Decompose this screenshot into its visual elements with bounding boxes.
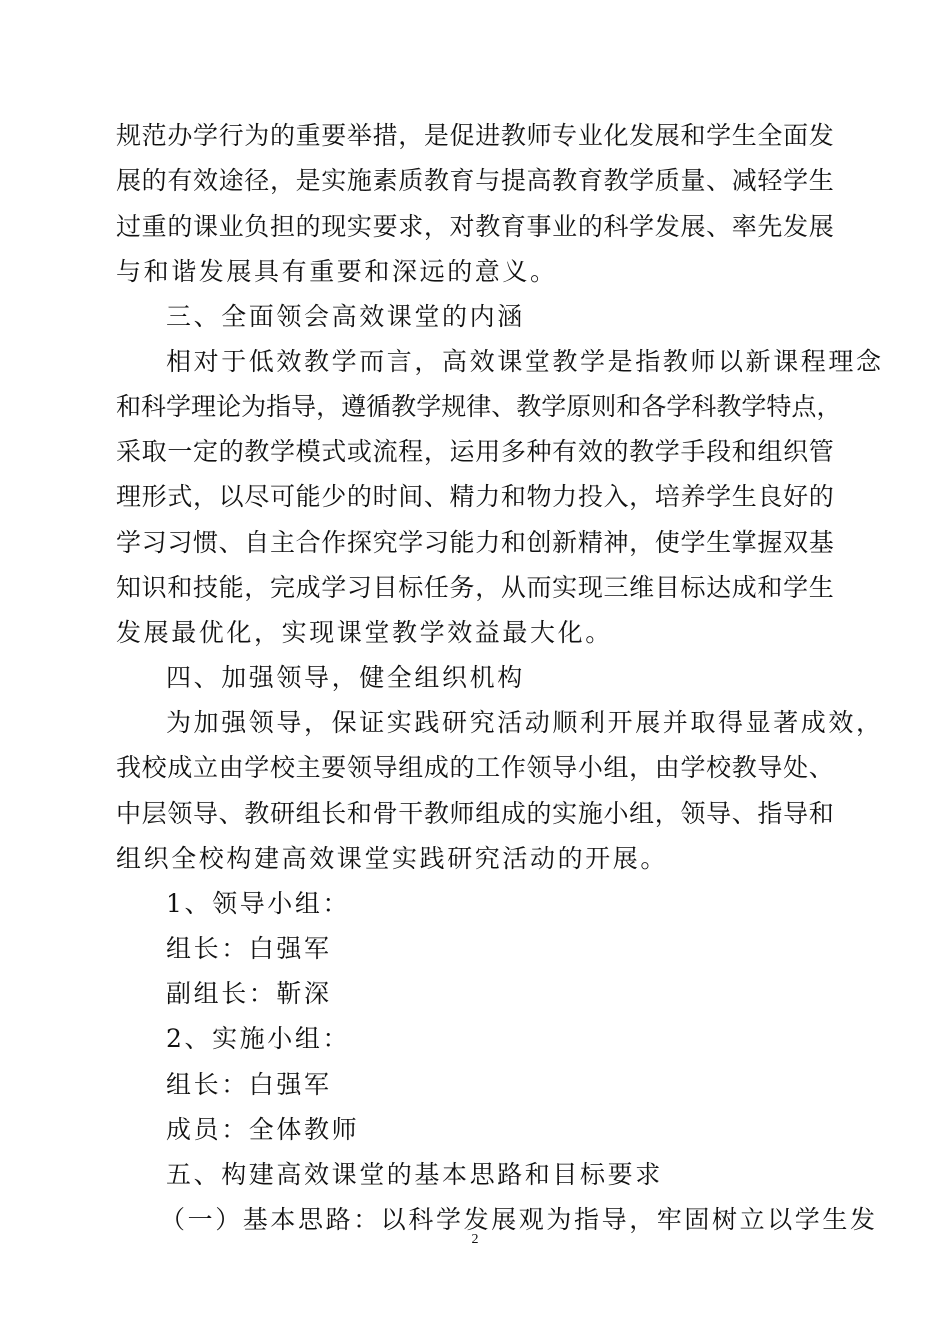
list-heading: 1、领导小组： <box>166 889 351 918</box>
body-line: 我 校 成 立 由 学 校 主 要 领 导 组 成 的 工 作 领 导 小 组 ， 由 学 校 教 导 处 、 <box>116 753 834 782</box>
list-heading: 2、实施小组： <box>166 1024 351 1053</box>
list-item: 组长：白强军 <box>166 1070 332 1099</box>
list-item: 组长：白强军 <box>166 934 332 963</box>
body-line: 为加强领导，保证实践研究活动顺利开展并取得显著成效， <box>166 708 884 737</box>
body-line: 相对于低效教学而言，高效课堂教学是指教师以新课程理念 <box>166 347 884 376</box>
body-line: 和 科 学 理 论 为 指 导 ， 遵 循 教 学 规 律 、 教 学 原 则 和 各 学 科 教 学 特 点 ， <box>116 392 842 421</box>
body-line: 与和谐发展具有重要和深远的意义。 <box>116 257 558 286</box>
body-line: 过 重 的 课 业 负 担 的 现 实 要 求 ， 对 教 育 事 业 的 科 学 发 展 、 率 先 发 展 <box>116 212 834 241</box>
list-item: 副组长：靳深 <box>166 979 332 1008</box>
section-heading: 四、加强领导，健全组织机构 <box>166 663 525 692</box>
page-number: 2 <box>471 1232 479 1247</box>
body-line: 组织全校构建高效课堂实践研究活动的开展。 <box>116 844 669 873</box>
body-line: 学 习 习 惯 、 自 主 合 作 探 究 学 习 能 力 和 创 新 精 神 ， 使 学 生 掌 握 双 基 <box>116 528 834 557</box>
list-item: 成员：全体教师 <box>166 1115 360 1144</box>
body-line: （一）基本思路：以科学发展观为指导，牢固树立以学生发 <box>160 1205 878 1234</box>
body-line: 知 识 和 技 能 ， 完 成 学 习 目 标 任 务 ， 从 而 实 现 三 维 目 标 达 成 和 学 生 <box>116 573 834 602</box>
body-line: 规 范 办 学 行 为 的 重 要 举 措 ， 是 促 进 教 师 专 业 化 发 展 和 学 生 全 面 发 <box>116 121 834 150</box>
body-line: 发展最优化，实现课堂教学效益最大化。 <box>116 618 613 647</box>
section-heading: 五、构建高效课堂的基本思路和目标要求 <box>166 1160 663 1189</box>
body-line: 展 的 有 效 途 径 ， 是 实 施 素 质 教 育 与 提 高 教 育 教 学 质 量 、 减 轻 学 生 <box>116 166 834 195</box>
body-line: 理 形 式 ， 以 尽 可 能 少 的 时 间 、 精 力 和 物 力 投 入 ， 培 养 学 生 良 好 的 <box>116 482 834 511</box>
body-line: 采 取 一 定 的 教 学 模 式 或 流 程 ， 运 用 多 种 有 效 的 教 学 手 段 和 组 织 管 <box>116 437 834 466</box>
body-line: 中 层 领 导 、 教 研 组 长 和 骨 干 教 师 组 成 的 实 施 小 组 ， 领 导 、 指 导 和 <box>116 799 834 828</box>
section-heading: 三、全面领会高效课堂的内涵 <box>166 302 525 331</box>
